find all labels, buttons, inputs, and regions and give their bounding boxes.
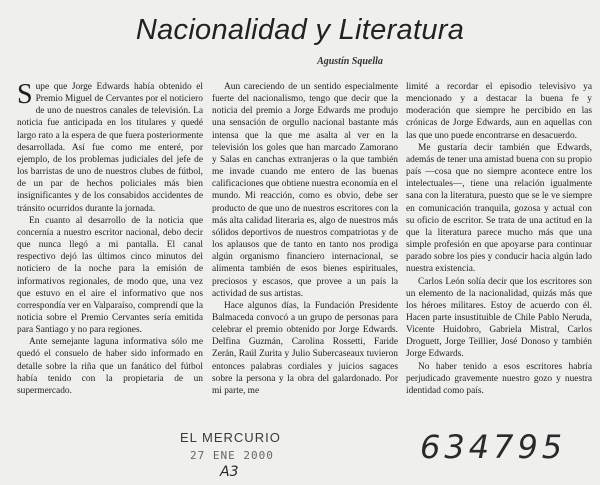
article-column-2 <box>212 81 398 397</box>
paragraph-text: upe que Jorge Edwards había obtenido el Premio Miguel de Cervantes por el noticiero de uno de nuestros canales de televisión. La noticia fue anticipada en los titulares y quedé largo rato a la espera de que fuera posteriormente desarrollada. Así fue como me enteré, por ejemplo, de los problemas judiciales del jefe de los barristas de uno de nuestros clubes de fútbol, de un par de hechos policiales más bien insignificantes y de los consabidos accidentes de tránsito ocurridos durante la jornada. <box>17 82 203 214</box>
paragraph: Carlos León solía decir que los escritores son un elemento de la nacionalidad, quizás más que los héroes militares. Estoy de acuerdo con él. Hacen parte insustituible de Chile Pablo Neruda, Vicente Huidobro, Gabriela Mistral, Carlos Droguett, Jorge Teillier, José Donoso y también Jorge Edwards. <box>406 276 592 360</box>
article-column-3 <box>406 81 592 397</box>
paragraph: En cuanto al desarrollo de la noticia que concernía a nuestro escritor nacional, debo decir que nunca llegó a mi pantalla. El canal respectivo dejó las últimos cinco minutos del noticiero de la noche para la emisión de informativos regionales, de modo que, una vez que estuvo en el aire el informativo que nos correspondía ver en Valparaíso, comprendí que la noticia sobre el Premio Cervantes sería emitida para Santiago y no para regiones. <box>17 215 203 336</box>
drop-cap: S <box>17 79 33 110</box>
article-title: Nacionalidad y Literatura <box>135 14 465 46</box>
date-stamp: 27 ENE 2000 <box>190 449 274 462</box>
paragraph: Me gustaría decir también que Edwards, además de tener una amistad buena con su propio país —cosa que no siempre acontece entre los intelectuales—, tiene una relación igualmente sana con la literatura, puesto que se le ve siempre en comunicación tranquila, gozosa y actual con su oficio de escritor. Se trata de una actitud en la que la literatura parece mucho más que una simple profesión en que apoyarse para continuar parado sobre los pies y conducir hacia algún lado nuestra existencia. <box>406 142 592 275</box>
paragraph: Aun careciendo de un sentido especialmente fuerte del nacionalismo, tengo que decir que la noticia del premio a Jorge Edwards me produjo una sensación de orgullo nacional bastante más intensa que la que me asalta al ver en la televisión los goles que han marcado Zamorano y Salas en canchas extranjeras o la que también me invade cuando me entero de las buenas calificaciones que obtiene nuestra economía en el mundo. Mi reacción, como es obvio, debe ser producto de que uno de nuestros escritores con la más alta calidad literaria es, algo de nuestros más sólidos deportivos de nuestros compatriotas y de los aplausos que de tanto en tanto nos prodiga algún organismo financiero internacional, se alimenta también de esos bienes espirituales, preciosos y escasos, que provee a un país la actividad de sus artistas. <box>212 82 398 299</box>
paragraph: limité a recordar el episodio televisivo ya mencionado y a destacar la buena fe y moderación que siempre he percibido en las crónicas de Jorge Edwards, aun en aquellas con las que uno puede encontrarse en desacuerdo. <box>406 82 592 141</box>
article-author: Agustín Squella <box>317 56 383 67</box>
handwritten-page-ref: A3 <box>220 464 239 480</box>
paragraph: Ante semejante laguna informativa sólo me quedó el consuelo de haber sido informado en detalle sobre la riña que un fanático del fútbol había tenido con la propietaria de un supermercado. <box>17 337 203 396</box>
paragraph: No haber tenido a esos escritores habría perjudicado gravemente nuestro gozo y nuestra identidad como país. <box>406 361 592 396</box>
article-column-1 <box>17 81 203 397</box>
paragraph: Hace algunos días, la Fundación Presidente Balmaceda convocó a un grupo de personas para celebrar el premio obtenido por Jorge Edwards. Delfina Guzmán, Carolina Rossetti, Faride Zerán, Raúl Zurita y Julio Subercaseaux tuvieron entonces palabras cordiales y juicios sagaces sobre la persona y la obra del galardonado. Por mi parte, me <box>212 300 398 396</box>
paragraph <box>17 81 203 215</box>
newspaper-source: EL MERCURIO <box>180 430 281 445</box>
handwritten-catalog-number: 634795 <box>420 428 567 466</box>
